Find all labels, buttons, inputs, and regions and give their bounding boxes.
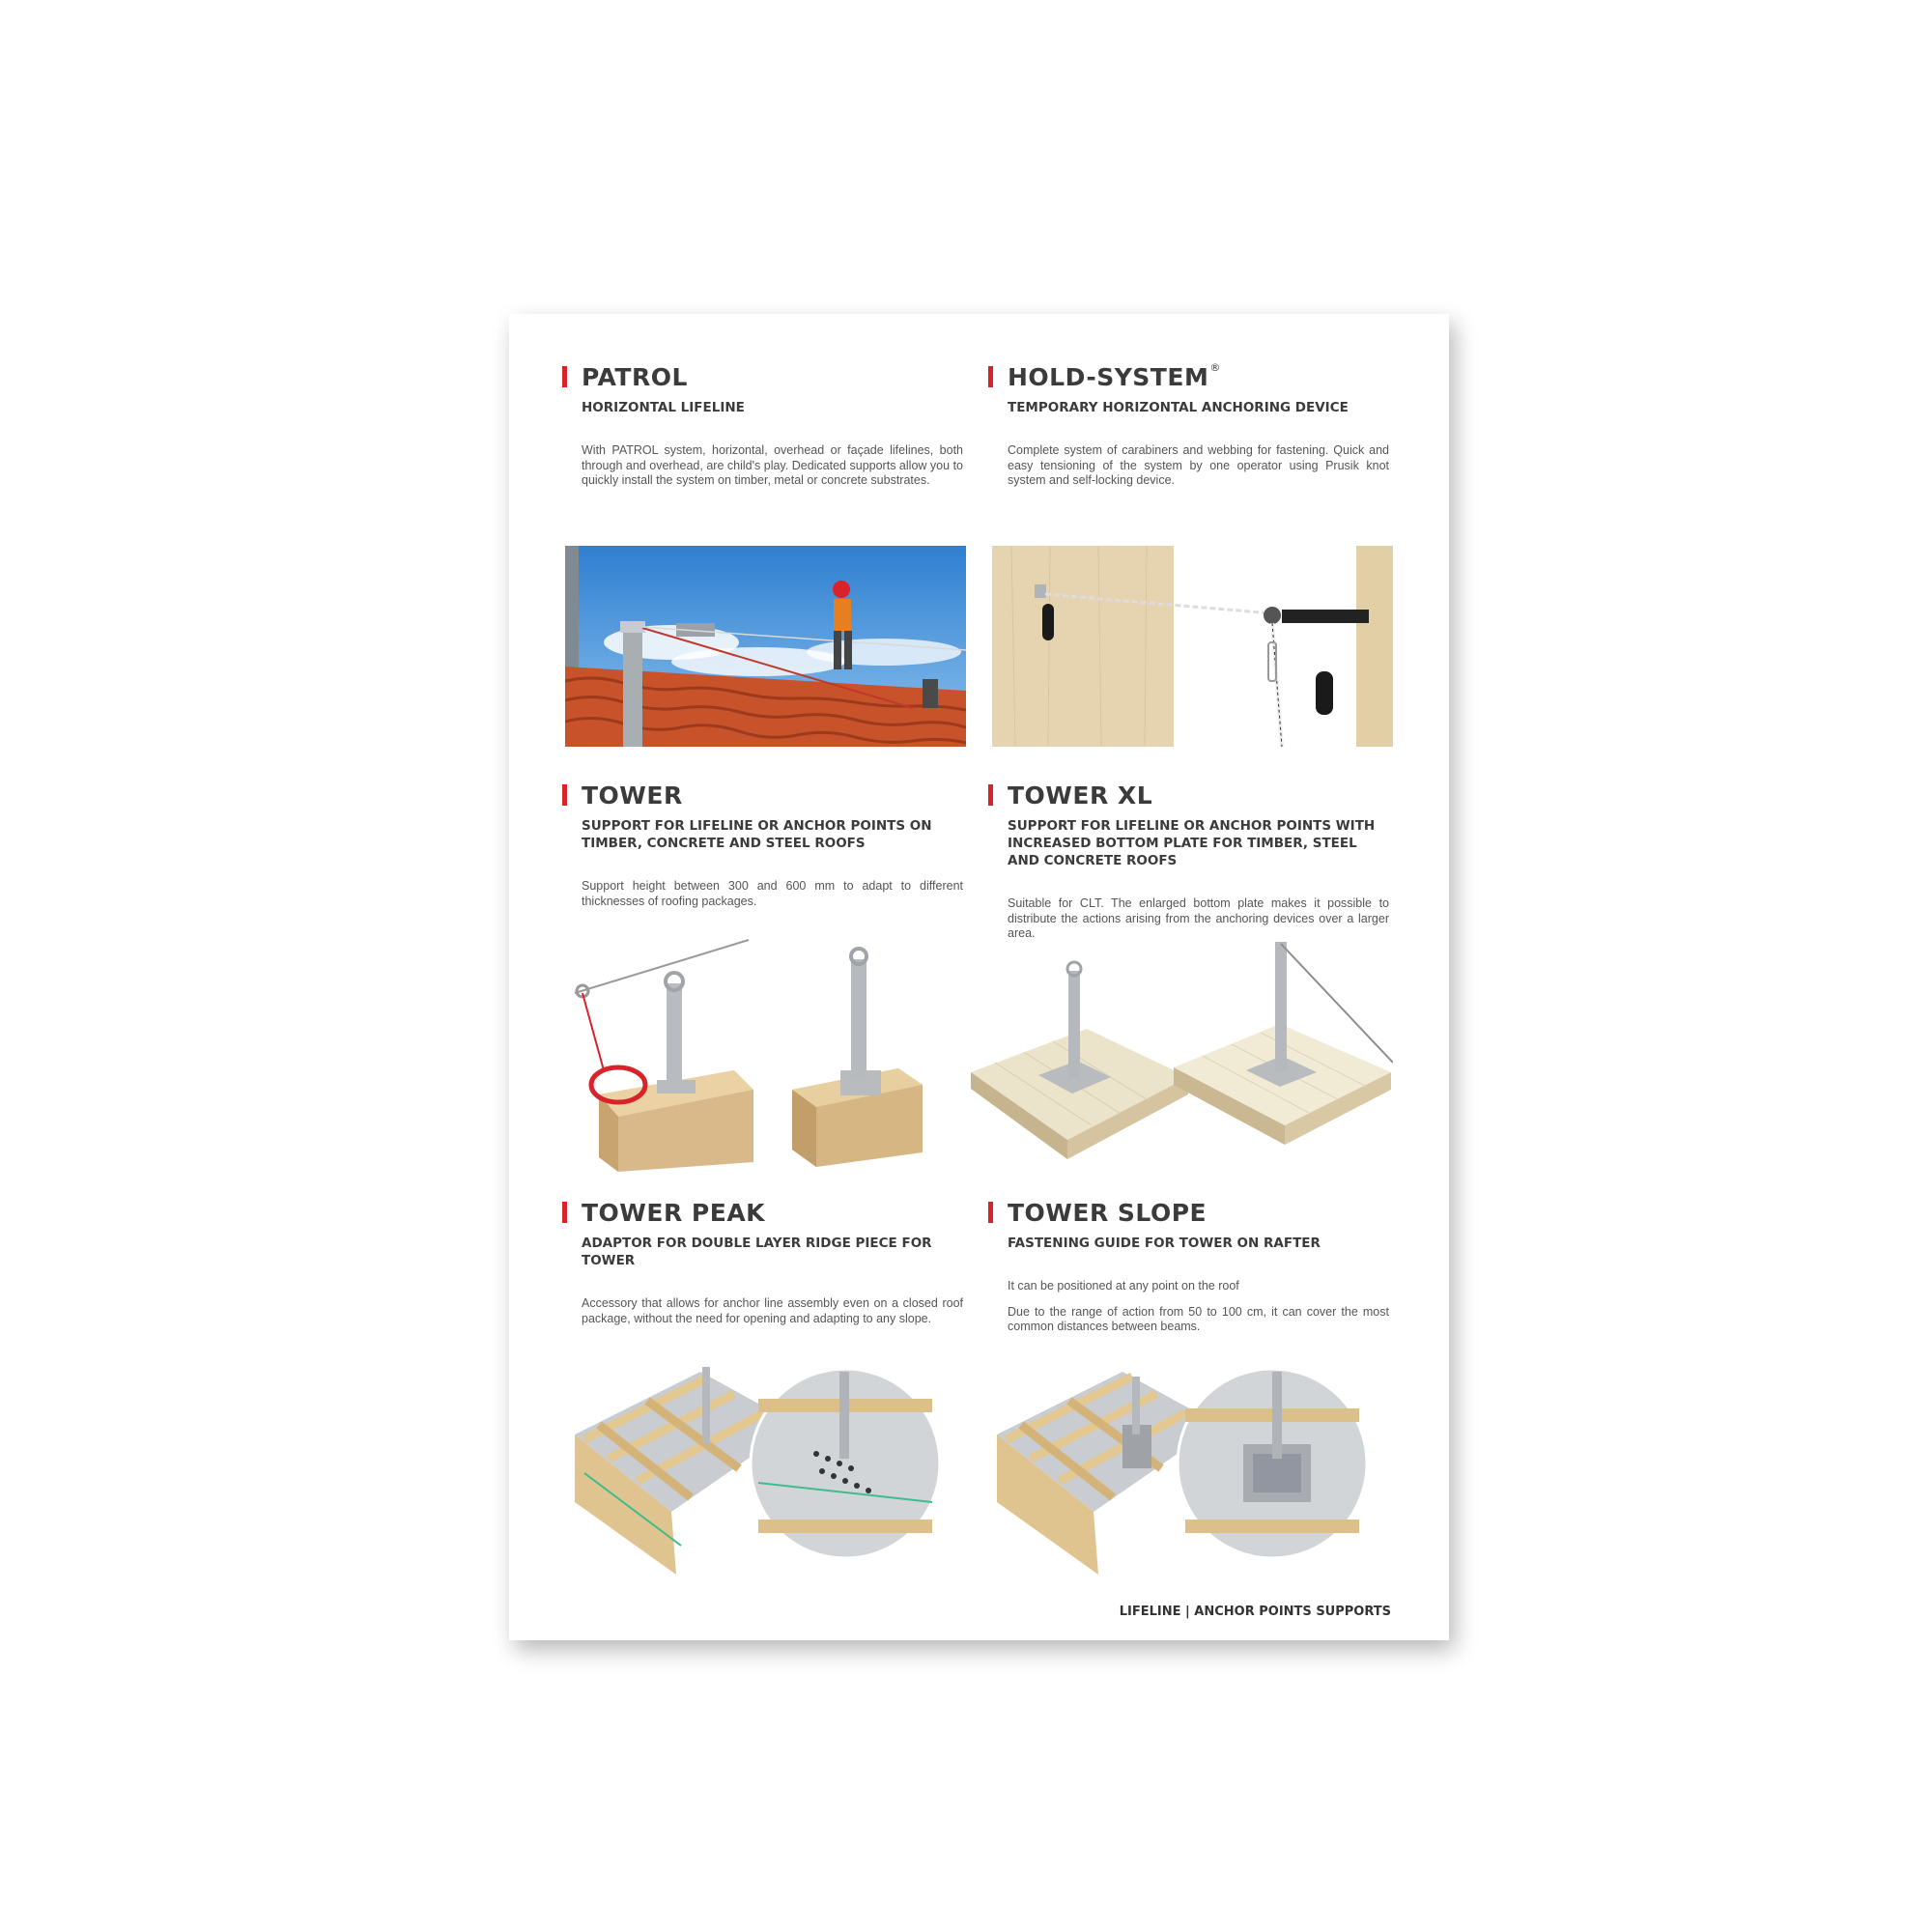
section-title: TOWER XL xyxy=(1008,781,1153,810)
accent-bar xyxy=(988,784,993,806)
section-title: TOWER xyxy=(582,781,683,810)
hold-system-photo xyxy=(992,546,1393,747)
section-title: TOWER PEAK xyxy=(582,1198,766,1227)
section-title xyxy=(1008,360,1221,391)
section-description xyxy=(582,443,963,489)
description-paragraph: Complete system of carabiners and webbing for fastening. Quick and easy tensioning of the system by one operator using Prusik knot system and self-locking device. xyxy=(1008,443,1389,487)
section-subtitle: SUPPORT FOR LIFELINE OR ANCHOR POINTS WITH INCREASED BOTTOM PLATE FOR TIMBER, STEEL AND CONCRETE ROOFS xyxy=(1008,818,1376,868)
section-description xyxy=(1008,1279,1389,1335)
description-paragraph: Accessory that allows for anchor line assembly even on a closed roof package, without the need for opening and adapting to any slope. xyxy=(582,1296,963,1325)
section-patrol xyxy=(562,362,963,499)
description-paragraph: Suitable for CLT. The enlarged bottom plate makes it possible to distribute the actions arising from the anchoring devices over a larger area. xyxy=(1008,896,1389,940)
section-subtitle: TEMPORARY HORIZONTAL ANCHORING DEVICE xyxy=(1008,400,1349,415)
section-description xyxy=(1008,443,1389,489)
section-title: TOWER SLOPE xyxy=(1008,1198,1208,1227)
section-tower-xl xyxy=(988,781,1389,952)
section-subtitle: HORIZONTAL LIFELINE xyxy=(582,400,745,415)
brochure-page xyxy=(509,314,1449,1640)
title-text: HOLD-SYSTEM xyxy=(1008,362,1209,391)
accent-bar xyxy=(562,784,567,806)
section-description xyxy=(582,879,963,909)
accent-bar xyxy=(562,366,567,387)
title-row xyxy=(562,781,963,810)
section-tower-peak xyxy=(562,1198,963,1337)
description-paragraph: Due to the range of action from 50 to 100 cm, it can cover the most common distances between beams. xyxy=(1008,1304,1389,1333)
section-subtitle: ADAPTOR FOR DOUBLE LAYER RIDGE PIECE FOR TOWER xyxy=(582,1236,932,1268)
title-row xyxy=(988,362,1389,391)
tower-product-render xyxy=(565,935,966,1177)
title-row xyxy=(988,1198,1389,1227)
tower-peak-render xyxy=(565,1367,966,1575)
section-subtitle: SUPPORT FOR LIFELINE OR ANCHOR POINTS ON TIMBER, CONCRETE AND STEEL ROOFS xyxy=(582,818,932,851)
section-description xyxy=(582,1296,963,1326)
section-tower xyxy=(562,781,963,920)
section-title: PATROL xyxy=(582,362,688,391)
section-hold-system xyxy=(988,362,1389,499)
page-footer: LIFELINE | ANCHOR POINTS SUPPORTS xyxy=(1119,1605,1391,1619)
description-paragraph: It can be positioned at any point on the roof xyxy=(1008,1279,1239,1293)
section-subtitle: FASTENING GUIDE FOR TOWER ON RAFTER xyxy=(1008,1236,1321,1251)
title-row xyxy=(562,362,963,391)
registered-mark: ® xyxy=(1209,360,1221,374)
description-paragraph: Support height between 300 and 600 mm to adapt to different thicknesses of roofing packages. xyxy=(582,879,963,908)
accent-bar xyxy=(562,1202,567,1223)
section-tower-slope xyxy=(988,1198,1389,1346)
accent-bar xyxy=(988,366,993,387)
tower-slope-render xyxy=(992,1367,1393,1575)
tower-xl-product-render xyxy=(971,932,1393,1174)
patrol-roof-photo xyxy=(565,546,966,747)
accent-bar xyxy=(988,1202,993,1223)
description-paragraph: With PATROL system, horizontal, overhead or façade lifelines, both through and overhead, are child's play. Dedicated supports allow you to quickly install the system on timber, metal or concrete substrates. xyxy=(582,443,963,487)
title-row xyxy=(562,1198,963,1227)
title-row xyxy=(988,781,1389,810)
